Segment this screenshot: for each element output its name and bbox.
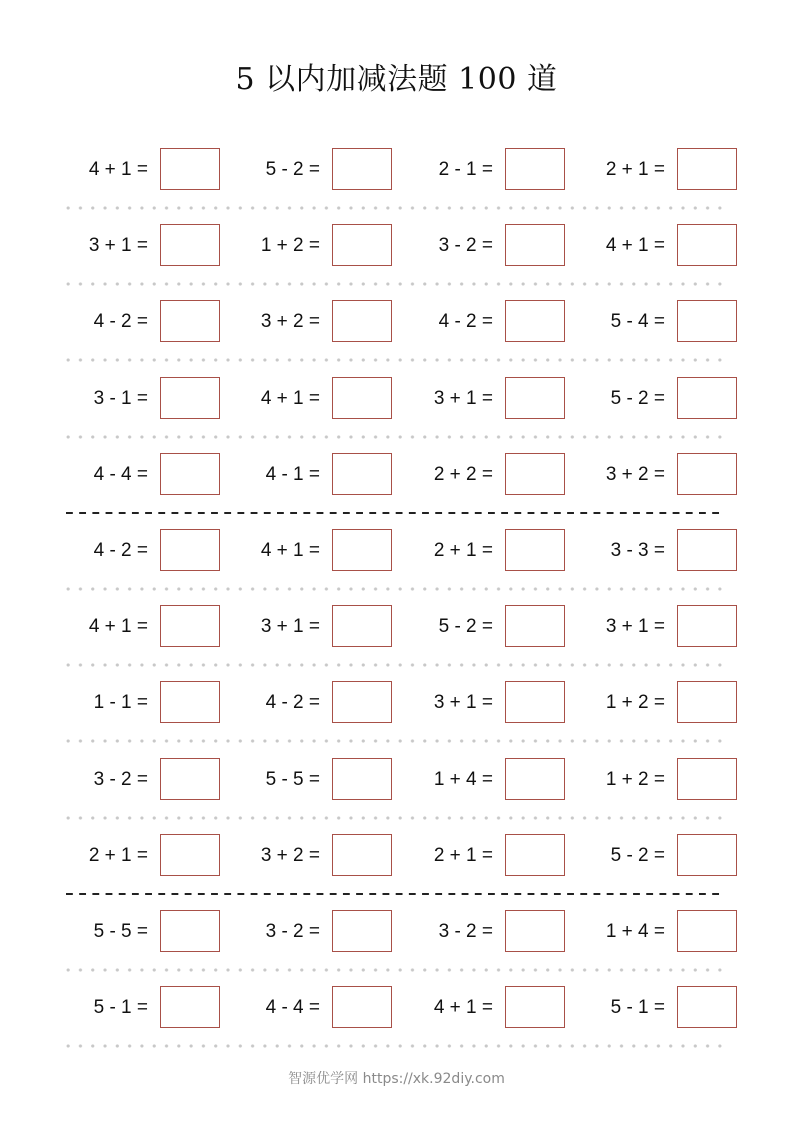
problem-item <box>50 910 220 954</box>
answer-box[interactable] <box>332 529 392 571</box>
problem-expression: 4 + 1 = <box>260 540 320 561</box>
problem-expression: 4 + 1 = <box>88 616 148 637</box>
problem-expression: 3 + 1 = <box>260 616 320 637</box>
answer-box[interactable] <box>332 758 392 800</box>
answer-box[interactable] <box>505 681 565 723</box>
answer-box[interactable] <box>505 300 565 342</box>
answer-box[interactable] <box>160 148 220 190</box>
problem-item <box>567 224 737 268</box>
problem-expression: 2 - 1 = <box>438 159 493 180</box>
problem-item <box>567 910 737 954</box>
problem-expression: 1 + 2 = <box>260 235 320 256</box>
problem-item <box>395 300 565 344</box>
problem-item <box>50 834 220 878</box>
answer-box[interactable] <box>505 529 565 571</box>
problem-row <box>0 758 793 802</box>
problem-expression: 4 - 2 = <box>265 692 320 713</box>
problem-item <box>395 453 565 497</box>
problem-row <box>0 453 793 497</box>
row-divider-dotted <box>62 358 726 362</box>
problem-item <box>395 834 565 878</box>
problem-row <box>0 529 793 573</box>
answer-box[interactable] <box>332 834 392 876</box>
row-divider-dotted <box>62 435 726 439</box>
answer-box[interactable] <box>332 681 392 723</box>
problem-expression: 3 - 2 = <box>93 769 148 790</box>
problem-item <box>222 910 392 954</box>
problem-row <box>0 300 793 344</box>
problem-row <box>0 377 793 421</box>
answer-box[interactable] <box>505 910 565 952</box>
answer-box[interactable] <box>677 453 737 495</box>
problem-row <box>0 834 793 878</box>
problem-item <box>395 224 565 268</box>
answer-box[interactable] <box>332 605 392 647</box>
answer-box[interactable] <box>332 377 392 419</box>
problem-expression: 5 - 5 = <box>265 769 320 790</box>
answer-box[interactable] <box>160 758 220 800</box>
answer-box[interactable] <box>677 758 737 800</box>
answer-box[interactable] <box>677 986 737 1028</box>
row-divider-dotted <box>62 282 726 286</box>
problem-item <box>395 148 565 192</box>
problem-item <box>567 148 737 192</box>
problem-item <box>222 681 392 725</box>
answer-box[interactable] <box>677 910 737 952</box>
problem-expression: 4 - 2 = <box>93 311 148 332</box>
problem-expression: 3 - 2 = <box>438 921 493 942</box>
problem-expression: 1 - 1 = <box>93 692 148 713</box>
problem-item <box>222 148 392 192</box>
answer-box[interactable] <box>677 834 737 876</box>
problem-expression: 3 + 2 = <box>260 311 320 332</box>
problem-item <box>395 986 565 1030</box>
problem-item <box>222 605 392 649</box>
answer-box[interactable] <box>677 605 737 647</box>
answer-box[interactable] <box>677 377 737 419</box>
problem-expression: 4 - 4 = <box>265 997 320 1018</box>
problem-item <box>50 529 220 573</box>
answer-box[interactable] <box>505 453 565 495</box>
row-divider-dotted <box>62 587 726 591</box>
problem-item <box>567 986 737 1030</box>
answer-box[interactable] <box>160 300 220 342</box>
answer-box[interactable] <box>332 986 392 1028</box>
problem-item <box>50 148 220 192</box>
problem-expression: 3 - 1 = <box>93 388 148 409</box>
problem-expression: 4 + 1 = <box>433 997 493 1018</box>
problem-item <box>395 377 565 421</box>
answer-box[interactable] <box>160 910 220 952</box>
answer-box[interactable] <box>505 605 565 647</box>
problem-item <box>50 224 220 268</box>
problem-expression: 4 - 4 = <box>93 464 148 485</box>
problem-item <box>567 453 737 497</box>
section-divider-dashed <box>66 893 722 895</box>
problem-expression: 4 + 1 = <box>605 235 665 256</box>
problem-row <box>0 605 793 649</box>
problem-item <box>50 986 220 1030</box>
problem-item <box>567 605 737 649</box>
problem-item <box>395 910 565 954</box>
answer-box[interactable] <box>677 224 737 266</box>
problem-item <box>222 834 392 878</box>
answer-box[interactable] <box>160 453 220 495</box>
answer-box[interactable] <box>332 300 392 342</box>
problem-expression: 3 + 1 = <box>605 616 665 637</box>
problem-expression: 5 - 2 = <box>610 388 665 409</box>
answer-box[interactable] <box>677 148 737 190</box>
answer-box[interactable] <box>160 681 220 723</box>
answer-box[interactable] <box>160 986 220 1028</box>
answer-box[interactable] <box>677 529 737 571</box>
problem-item <box>50 758 220 802</box>
answer-box[interactable] <box>332 453 392 495</box>
row-divider-dotted <box>62 968 726 972</box>
problem-row <box>0 681 793 725</box>
problem-expression: 3 + 1 = <box>433 388 493 409</box>
problem-expression: 3 + 1 = <box>88 235 148 256</box>
problem-expression: 1 + 4 = <box>433 769 493 790</box>
problem-expression: 1 + 2 = <box>605 769 665 790</box>
answer-box[interactable] <box>505 377 565 419</box>
row-divider-dotted <box>62 1044 726 1048</box>
answer-box[interactable] <box>332 148 392 190</box>
problem-item <box>395 529 565 573</box>
problem-expression: 4 - 1 = <box>265 464 320 485</box>
problem-expression: 2 + 1 = <box>605 159 665 180</box>
problem-expression: 5 - 5 = <box>93 921 148 942</box>
answer-box[interactable] <box>505 834 565 876</box>
problem-expression: 2 + 1 = <box>88 845 148 866</box>
answer-box[interactable] <box>505 148 565 190</box>
footer-watermark: 智源优学网 https://xk.92diy.com <box>288 1071 505 1087</box>
answer-box[interactable] <box>160 605 220 647</box>
section-divider-dashed <box>66 512 722 514</box>
problem-expression: 5 - 1 = <box>610 997 665 1018</box>
problem-expression: 4 - 2 = <box>93 540 148 561</box>
problem-expression: 2 + 1 = <box>433 845 493 866</box>
problem-expression: 5 - 2 = <box>265 159 320 180</box>
answer-box[interactable] <box>160 834 220 876</box>
problem-item <box>50 453 220 497</box>
answer-box[interactable] <box>677 300 737 342</box>
problem-item <box>567 834 737 878</box>
answer-box[interactable] <box>505 758 565 800</box>
problem-item <box>50 605 220 649</box>
problem-item <box>222 300 392 344</box>
problem-row <box>0 910 793 954</box>
problem-row <box>0 986 793 1030</box>
problem-expression: 3 + 2 = <box>605 464 665 485</box>
problem-expression: 1 + 2 = <box>605 692 665 713</box>
answer-box[interactable] <box>332 224 392 266</box>
problem-expression: 5 - 2 = <box>438 616 493 637</box>
problem-expression: 3 + 2 = <box>260 845 320 866</box>
problem-item <box>567 377 737 421</box>
problem-item <box>222 377 392 421</box>
answer-box[interactable] <box>160 377 220 419</box>
row-divider-dotted <box>62 206 726 210</box>
problem-item <box>222 453 392 497</box>
problem-item <box>222 529 392 573</box>
problem-item <box>567 300 737 344</box>
problem-expression: 5 - 1 = <box>93 997 148 1018</box>
answer-box[interactable] <box>332 910 392 952</box>
problem-item <box>50 681 220 725</box>
problem-expression: 3 - 2 = <box>438 235 493 256</box>
problem-item <box>567 681 737 725</box>
problem-item <box>222 224 392 268</box>
problem-item <box>567 758 737 802</box>
problem-row <box>0 224 793 268</box>
answer-box[interactable] <box>160 529 220 571</box>
row-divider-dotted <box>62 739 726 743</box>
problem-expression: 2 + 1 = <box>433 540 493 561</box>
problem-item <box>395 758 565 802</box>
problem-item <box>222 986 392 1030</box>
answer-box[interactable] <box>160 224 220 266</box>
page-title: 5 以内加减法题 100 道 <box>235 62 558 97</box>
problem-expression: 4 + 1 = <box>88 159 148 180</box>
problem-expression: 3 - 3 = <box>610 540 665 561</box>
problem-item <box>50 300 220 344</box>
problem-item <box>222 758 392 802</box>
answer-box[interactable] <box>505 224 565 266</box>
problem-expression: 5 - 4 = <box>610 311 665 332</box>
problem-expression: 1 + 4 = <box>605 921 665 942</box>
problem-item <box>567 529 737 573</box>
problem-expression: 5 - 2 = <box>610 845 665 866</box>
problem-item <box>395 681 565 725</box>
row-divider-dotted <box>62 663 726 667</box>
problem-expression: 4 - 2 = <box>438 311 493 332</box>
problem-item <box>50 377 220 421</box>
problem-item <box>395 605 565 649</box>
problem-expression: 3 - 2 = <box>265 921 320 942</box>
problem-expression: 4 + 1 = <box>260 388 320 409</box>
problem-row <box>0 148 793 192</box>
row-divider-dotted <box>62 816 726 820</box>
problem-expression: 3 + 1 = <box>433 692 493 713</box>
problem-expression: 2 + 2 = <box>433 464 493 485</box>
answer-box[interactable] <box>505 986 565 1028</box>
answer-box[interactable] <box>677 681 737 723</box>
